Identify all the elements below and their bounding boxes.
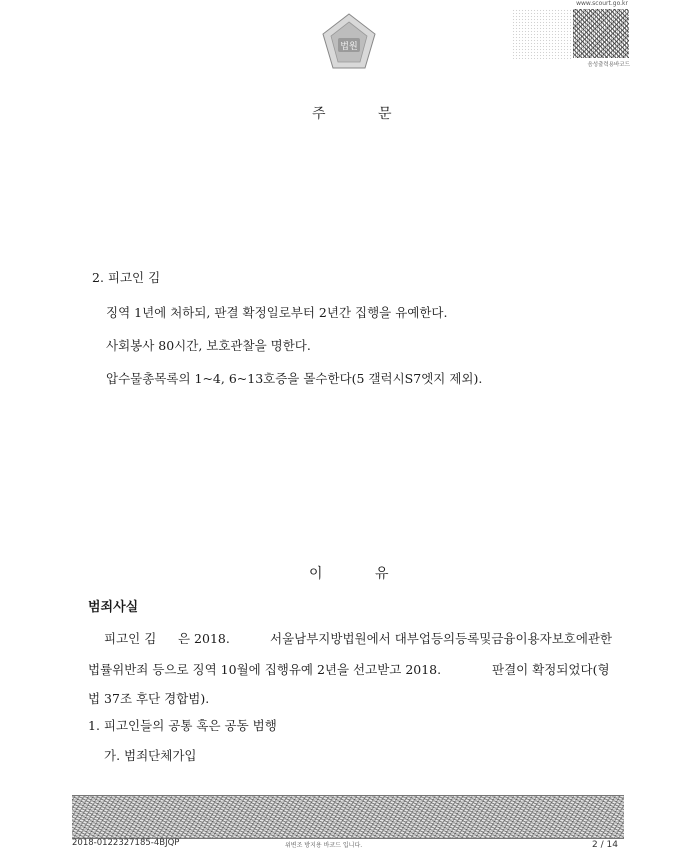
order-item-label: 2. 피고인 김 xyxy=(92,270,161,285)
document-code: 2018-0122327185-4BJQP xyxy=(72,838,180,848)
reason-title: 이 유 xyxy=(309,566,389,582)
order-line-2: 사회봉사 80시간, 보호관찰을 명한다. xyxy=(106,338,311,353)
site-url: www.scourt.go.kr xyxy=(576,0,628,7)
page-number: 2 / 14 xyxy=(592,840,618,850)
anti-forgery-barcode-icon xyxy=(72,795,624,839)
barcode-dots xyxy=(512,9,572,59)
court-emblem-logo xyxy=(321,12,377,72)
facts-item-1: 1. 피고인들의 공통 혹은 공동 범행 xyxy=(88,718,277,733)
barcode-caption: 음성출력용바코드 xyxy=(587,62,630,68)
facts-line1-a: 피고인 김 xyxy=(104,631,157,646)
facts-line3: 법 37조 후단 경합범). xyxy=(88,691,210,706)
order-line-3: 압수물총목록의 1~4, 6~13호증을 몰수한다(5 갤럭시S7엣지 제외). xyxy=(106,371,483,386)
emblem-text: 법원 xyxy=(340,42,358,52)
barcode-note: 위변조 방지용 바코드 입니다. xyxy=(285,842,363,849)
barcode-icon xyxy=(573,9,629,58)
facts-line2-a: 법률위반죄 등으로 징역 10월에 집행유예 2년을 선고받고 2018. xyxy=(88,662,442,677)
facts-line2-b: 판결이 확정되었다(형 xyxy=(492,662,610,677)
facts-line1-c: 서울남부지방법원에서 대부업등의등록및금융이용자보호에관한 xyxy=(270,631,613,646)
facts-item-1a: 가. 범죄단체가입 xyxy=(104,748,197,763)
order-line-1: 징역 1년에 처하되, 판결 확정일로부터 2년간 집행을 유예한다. xyxy=(106,305,448,320)
order-title: 주 문 xyxy=(312,106,392,122)
crime-facts-heading: 범죄사실 xyxy=(88,600,139,615)
facts-line1-b: 은 2018. xyxy=(178,631,230,646)
